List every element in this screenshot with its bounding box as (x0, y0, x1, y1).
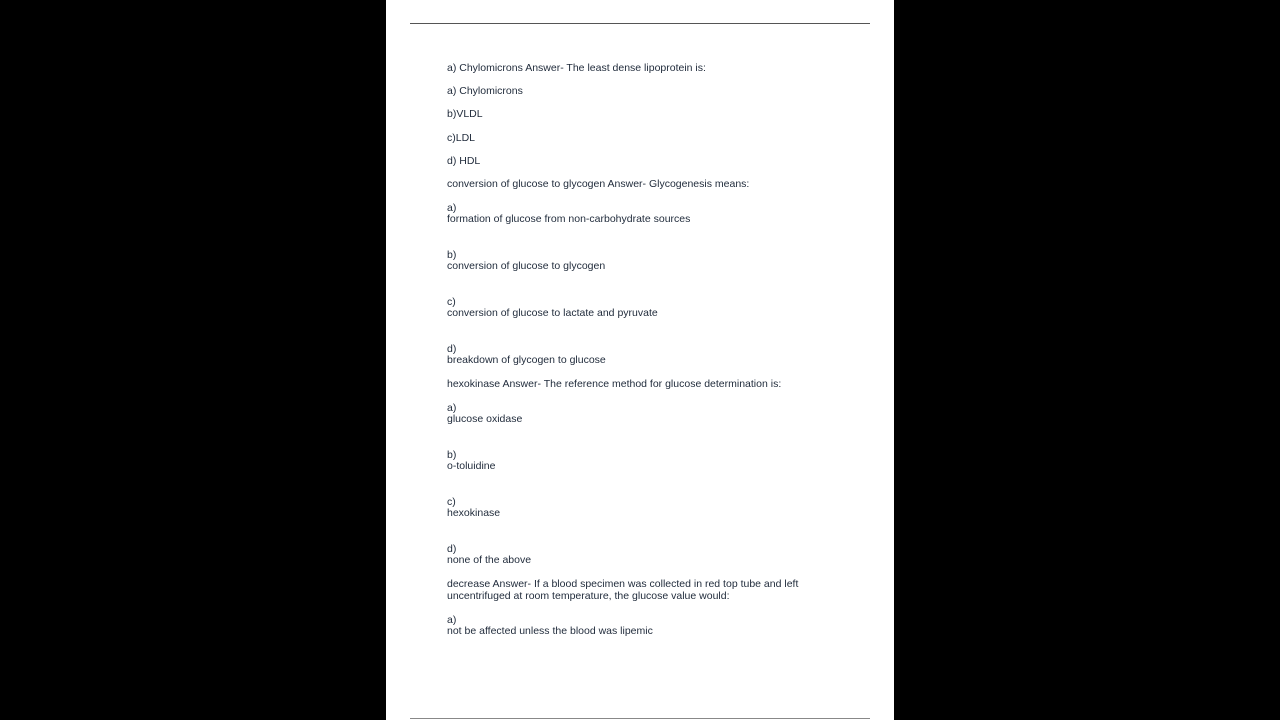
text-line: o-toluidine (447, 460, 496, 472)
text-line: conversion of glucose to glycogen (447, 260, 606, 272)
text-line: b) (447, 449, 457, 461)
text-line: conversion of glucose to lactate and pyruvate (447, 307, 658, 319)
text-line: b) (447, 249, 457, 261)
header-rule (410, 23, 870, 24)
text-line: hexokinase (447, 507, 501, 519)
text-line: c) (447, 496, 456, 508)
text-line: d) (447, 343, 457, 355)
text-line: conversion of glucose to glycogen Answer- Glycogenesis means: (447, 178, 750, 190)
text-line: c) (447, 296, 456, 308)
text-line: b)VLDL (447, 108, 483, 120)
text-line: a) (447, 402, 457, 414)
text-line: c)LDL (447, 132, 476, 144)
text-line: decrease Answer- If a blood specimen was collected in red top tube and left (447, 578, 799, 590)
footer-rule (410, 718, 870, 719)
text-line: none of the above (447, 554, 532, 566)
text-line: a) Chylomicrons (447, 85, 523, 97)
text-line: a) (447, 202, 457, 214)
text-line: uncentrifuged at room temperature, the glucose value would: (447, 590, 730, 602)
text-line: a) (447, 614, 457, 626)
text-line: d) HDL (447, 155, 481, 167)
text-line: d) (447, 543, 457, 555)
text-line: breakdown of glycogen to glucose (447, 354, 606, 366)
text-line: not be affected unless the blood was lipemic (447, 625, 653, 637)
text-line: hexokinase Answer- The reference method for glucose determination is: (447, 378, 782, 390)
document-page (386, 0, 894, 720)
text-line: a) Chylomicrons Answer- The least dense lipoprotein is: (447, 62, 706, 74)
text-line: glucose oxidase (447, 413, 523, 425)
text-line: formation of glucose from non-carbohydrate sources (447, 213, 691, 225)
